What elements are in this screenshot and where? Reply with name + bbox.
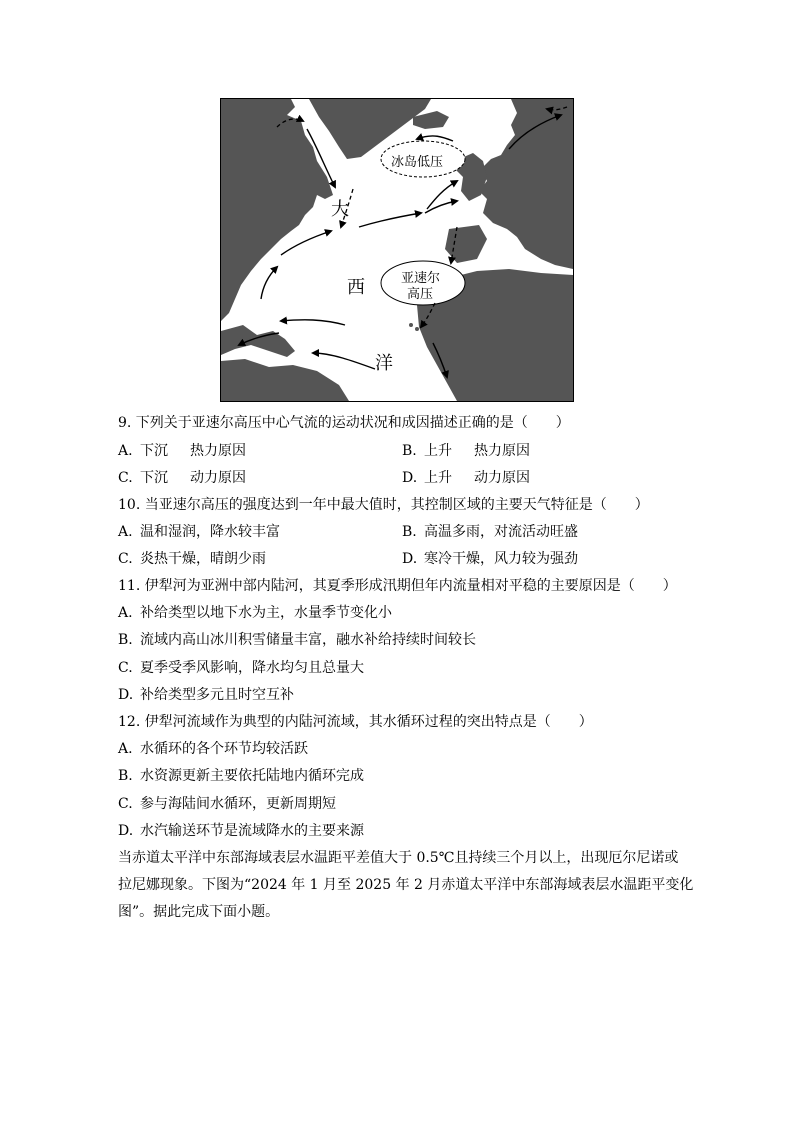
option-text: 参与海陆间水循环，更新周期短 <box>140 796 336 812</box>
option-letter: A. <box>118 605 133 621</box>
option-letter: D. <box>402 551 418 567</box>
iceland-low-label: 冰岛低压 <box>391 155 444 170</box>
option-letter: D. <box>118 687 134 703</box>
ocean-char-da: 大 <box>331 199 349 220</box>
caribbean-land <box>221 325 295 357</box>
option-letter: A. <box>118 741 133 757</box>
intro-paragraph-line-1: 当赤道太平洋中东部海域表层水温距平差值大于 0.5℃且持续三个月以上，出现厄尔尼诺或 <box>118 850 679 866</box>
option-text: 炎热干燥，晴朗少雨 <box>140 551 266 567</box>
q12-option-a[interactable] <box>118 740 308 758</box>
q12-option-c[interactable] <box>118 795 336 813</box>
q9-option-b[interactable] <box>402 442 530 460</box>
option-part-2: 动力原因 <box>474 470 530 486</box>
q12-option-b[interactable] <box>118 767 364 785</box>
option-letter: A. <box>118 524 133 540</box>
ocean-char-xi: 西 <box>347 277 365 298</box>
q12-option-d[interactable] <box>118 822 364 840</box>
option-part-2: 动力原因 <box>190 470 246 486</box>
arrow-drift-east-2 <box>425 201 457 213</box>
ocean-char-yang: 洋 <box>375 353 393 374</box>
arrow-gulf-north-2 <box>281 231 331 255</box>
south-america-land <box>221 359 349 401</box>
q9-option-a[interactable] <box>118 442 246 460</box>
q10-option-b[interactable] <box>402 523 578 541</box>
option-text: 夏季受季风影响，降水均匀且总量大 <box>140 660 364 676</box>
option-letter: D. <box>118 823 134 839</box>
option-text: 水汽输送环节是流域降水的主要来源 <box>140 823 364 839</box>
option-letter: B. <box>402 524 417 540</box>
azores-high-label-line2: 高压 <box>407 287 434 302</box>
option-text: 补给类型以地下水为主，水量季节变化小 <box>140 605 392 621</box>
question-12-stem: 12. 伊犁河流域作为典型的内陆河流域，其水循环过程的突出特点是（ ） <box>118 714 593 730</box>
question-9-stem: 9. 下列关于亚速尔高压中心气流的运动状况和成因描述正确的是（ ） <box>118 415 570 431</box>
option-part-1: 下沉 <box>140 470 168 486</box>
arrow-gulf-north-1 <box>261 267 277 299</box>
arrow-drift-east-1 <box>359 213 421 227</box>
europe-land <box>479 99 573 269</box>
option-letter: B. <box>118 632 133 648</box>
option-part-1: 下沉 <box>140 443 168 459</box>
option-letter: B. <box>118 768 133 784</box>
azores-high-label-line1: 亚速尔 <box>401 271 441 286</box>
arrow-equatorial-west-1 <box>281 320 345 325</box>
q9-option-c[interactable] <box>118 469 246 487</box>
map-svg <box>221 99 573 401</box>
north-atlantic-map <box>220 98 574 402</box>
q11-option-d[interactable] <box>118 686 294 704</box>
arrow-greenland-west <box>417 136 453 141</box>
option-letter: C. <box>118 796 133 812</box>
q10-option-a[interactable] <box>118 523 280 541</box>
option-text: 补给类型多元且时空互补 <box>140 687 294 703</box>
option-text: 寒冷干燥，风力较为强劲 <box>424 551 578 567</box>
option-letter: A. <box>118 443 133 459</box>
option-text: 水循环的各个环节均较活跃 <box>140 741 308 757</box>
option-part-2: 热力原因 <box>474 443 530 459</box>
q10-option-c[interactable] <box>118 550 266 568</box>
option-part-2: 热力原因 <box>190 443 246 459</box>
question-10-stem: 10. 当亚速尔高压的强度达到一年中最大值时，其控制区域的主要天气特征是（ ） <box>118 497 649 513</box>
option-part-1: 上升 <box>424 470 452 486</box>
option-part-1: 上升 <box>424 443 452 459</box>
question-11-stem: 11. 伊犁河为亚洲中部内陆河，其夏季形成汛期但年内流量相对平稳的主要原因是（ ） <box>118 578 677 594</box>
q11-option-a[interactable] <box>118 604 392 622</box>
intro-paragraph-line-2: 拉尼娜现象。下图为“2024 年 1 月至 2025 年 2 月赤道太平洋中东部海域表层水温距平变化 <box>118 877 694 893</box>
option-letter: B. <box>402 443 417 459</box>
option-text: 温和湿润，降水较丰富 <box>140 524 280 540</box>
north-america-land <box>221 99 333 321</box>
option-text: 流域内高山冰川积雪储量丰富，融水补给持续时间较长 <box>140 632 476 648</box>
option-letter: C. <box>118 660 133 676</box>
option-letter: C. <box>118 551 133 567</box>
option-text: 高温多雨，对流活动旺盛 <box>424 524 578 540</box>
q11-option-c[interactable] <box>118 659 364 677</box>
intro-paragraph-line-3: 图”。据此完成下面小题。 <box>118 904 280 920</box>
q9-option-d[interactable] <box>402 469 530 487</box>
option-letter: C. <box>118 470 133 486</box>
q11-option-b[interactable] <box>118 631 476 649</box>
arrow-equatorial-west-2 <box>313 353 375 369</box>
q10-option-d[interactable] <box>402 550 578 568</box>
option-letter: D. <box>402 470 418 486</box>
option-text: 水资源更新主要依托陆地内循环完成 <box>140 768 364 784</box>
land-masses <box>221 99 573 401</box>
